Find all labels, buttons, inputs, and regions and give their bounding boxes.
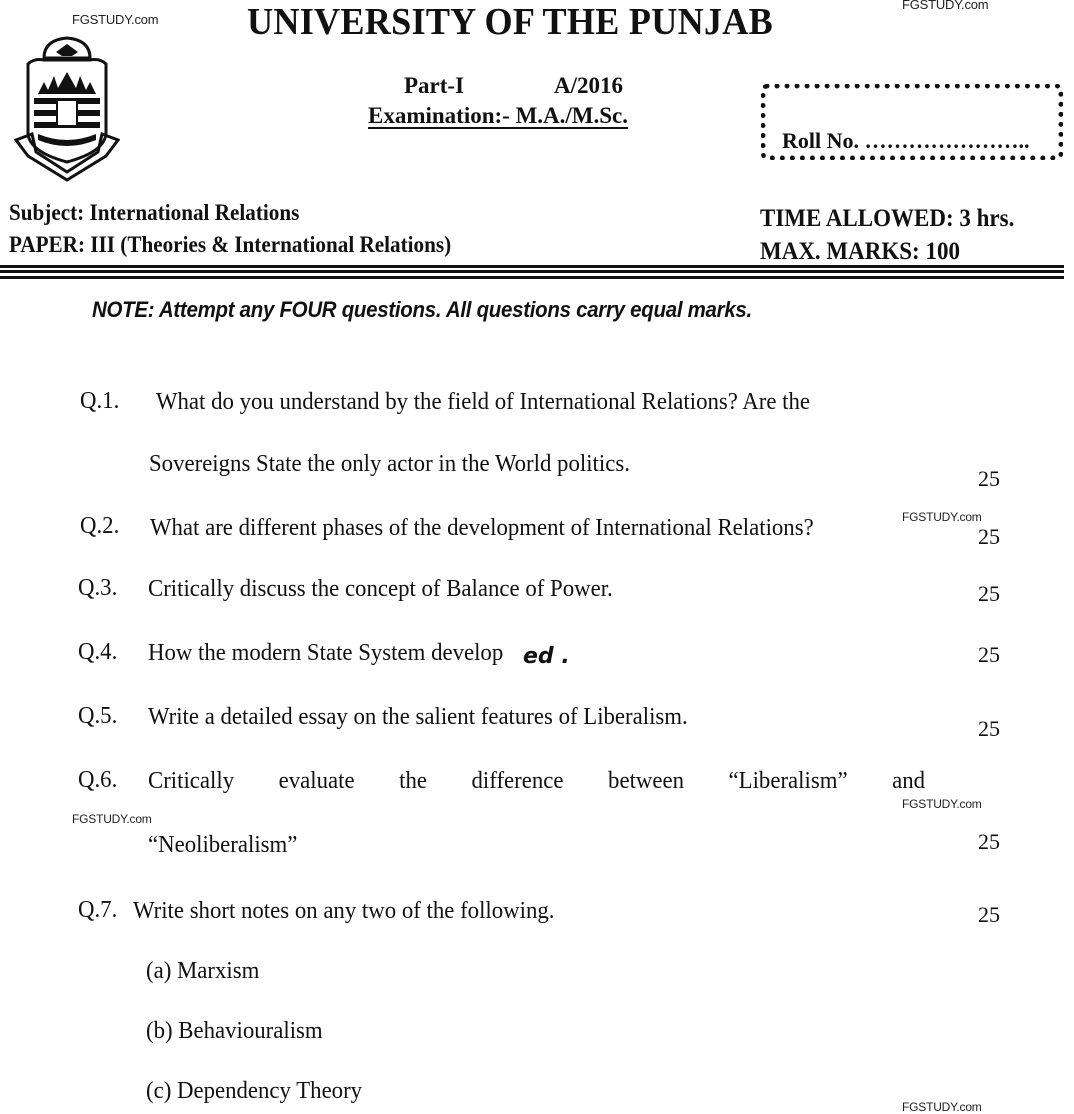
question-number: Q.1. xyxy=(80,388,120,414)
question-word: the xyxy=(399,768,428,794)
header-divider xyxy=(0,276,1064,279)
question-text: Critically discuss the concept of Balance of Power. xyxy=(148,576,613,602)
question-marks: 25 xyxy=(978,581,1000,606)
sub-option: (c) Dependency Theory xyxy=(146,1078,363,1104)
session-label: A/2016 xyxy=(554,73,623,98)
question-number: Q.2. xyxy=(80,513,120,539)
question-text: Write a detailed essay on the salient features of Liberalism. xyxy=(148,704,688,730)
question-number: Q.7. xyxy=(78,897,118,923)
paper-label: PAPER: III (Theories & International Relations) xyxy=(9,232,452,257)
university-crest-logo xyxy=(14,34,120,182)
handwritten-correction: ed . xyxy=(523,644,570,669)
max-marks-label: MAX. MARKS: 100 xyxy=(760,238,960,265)
subject-label: Subject: International Relations xyxy=(9,200,300,225)
time-allowed-label: TIME ALLOWED: 3 hrs. xyxy=(760,205,1015,232)
question-text-justified xyxy=(148,768,925,795)
university-title: UNIVERSITY OF THE PUNJAB xyxy=(247,1,774,43)
question-text: How the modern State System develop xyxy=(148,640,504,666)
watermark: FGSTUDY.com xyxy=(72,12,159,27)
question-text: What are different phases of the development of International Relations? xyxy=(150,515,814,541)
watermark: FGSTUDY.com xyxy=(72,812,152,826)
watermark: FGSTUDY.com xyxy=(902,797,982,811)
question-marks: 25 xyxy=(978,902,1000,927)
question-marks: 25 xyxy=(978,716,1000,741)
sub-option: (b) Behaviouralism xyxy=(146,1018,323,1044)
part-label: Part-I xyxy=(404,73,465,98)
question-word: and xyxy=(892,768,926,794)
question-marks: 25 xyxy=(978,642,1000,667)
question-text: What do you understand by the field of International Relations? Are the xyxy=(156,389,811,415)
question-text: Sovereigns State the only actor in the World politics. xyxy=(149,451,630,477)
question-word: Critically xyxy=(148,768,235,794)
question-text: Write short notes on any two of the following. xyxy=(133,898,555,924)
examination-label: Examination:- M.A./M.Sc. xyxy=(368,103,629,128)
sub-option: (a) Marxism xyxy=(146,958,260,984)
header-divider xyxy=(0,270,1064,273)
question-word: “Liberalism” xyxy=(728,768,848,794)
question-number: Q.6. xyxy=(78,767,118,793)
header-divider xyxy=(0,265,1064,268)
question-word: between xyxy=(608,768,685,794)
question-marks: 25 xyxy=(978,829,1000,854)
question-word: difference xyxy=(471,768,564,794)
question-number: Q.4. xyxy=(78,639,118,665)
question-text: “Neoliberalism” xyxy=(148,832,298,858)
watermark: FGSTUDY.com xyxy=(902,1100,982,1114)
instructions-note: NOTE: Attempt any FOUR questions. All questions carry equal marks. xyxy=(92,297,752,322)
watermark: FGSTUDY.com xyxy=(902,0,989,12)
question-marks: 25 xyxy=(978,524,1000,549)
roll-number-field: Roll No. ………………….. xyxy=(782,128,1030,153)
question-number: Q.5. xyxy=(78,703,118,729)
question-marks: 25 xyxy=(978,466,1000,491)
question-word: evaluate xyxy=(278,768,355,794)
question-number: Q.3. xyxy=(78,575,118,601)
watermark: FGSTUDY.com xyxy=(902,510,982,524)
